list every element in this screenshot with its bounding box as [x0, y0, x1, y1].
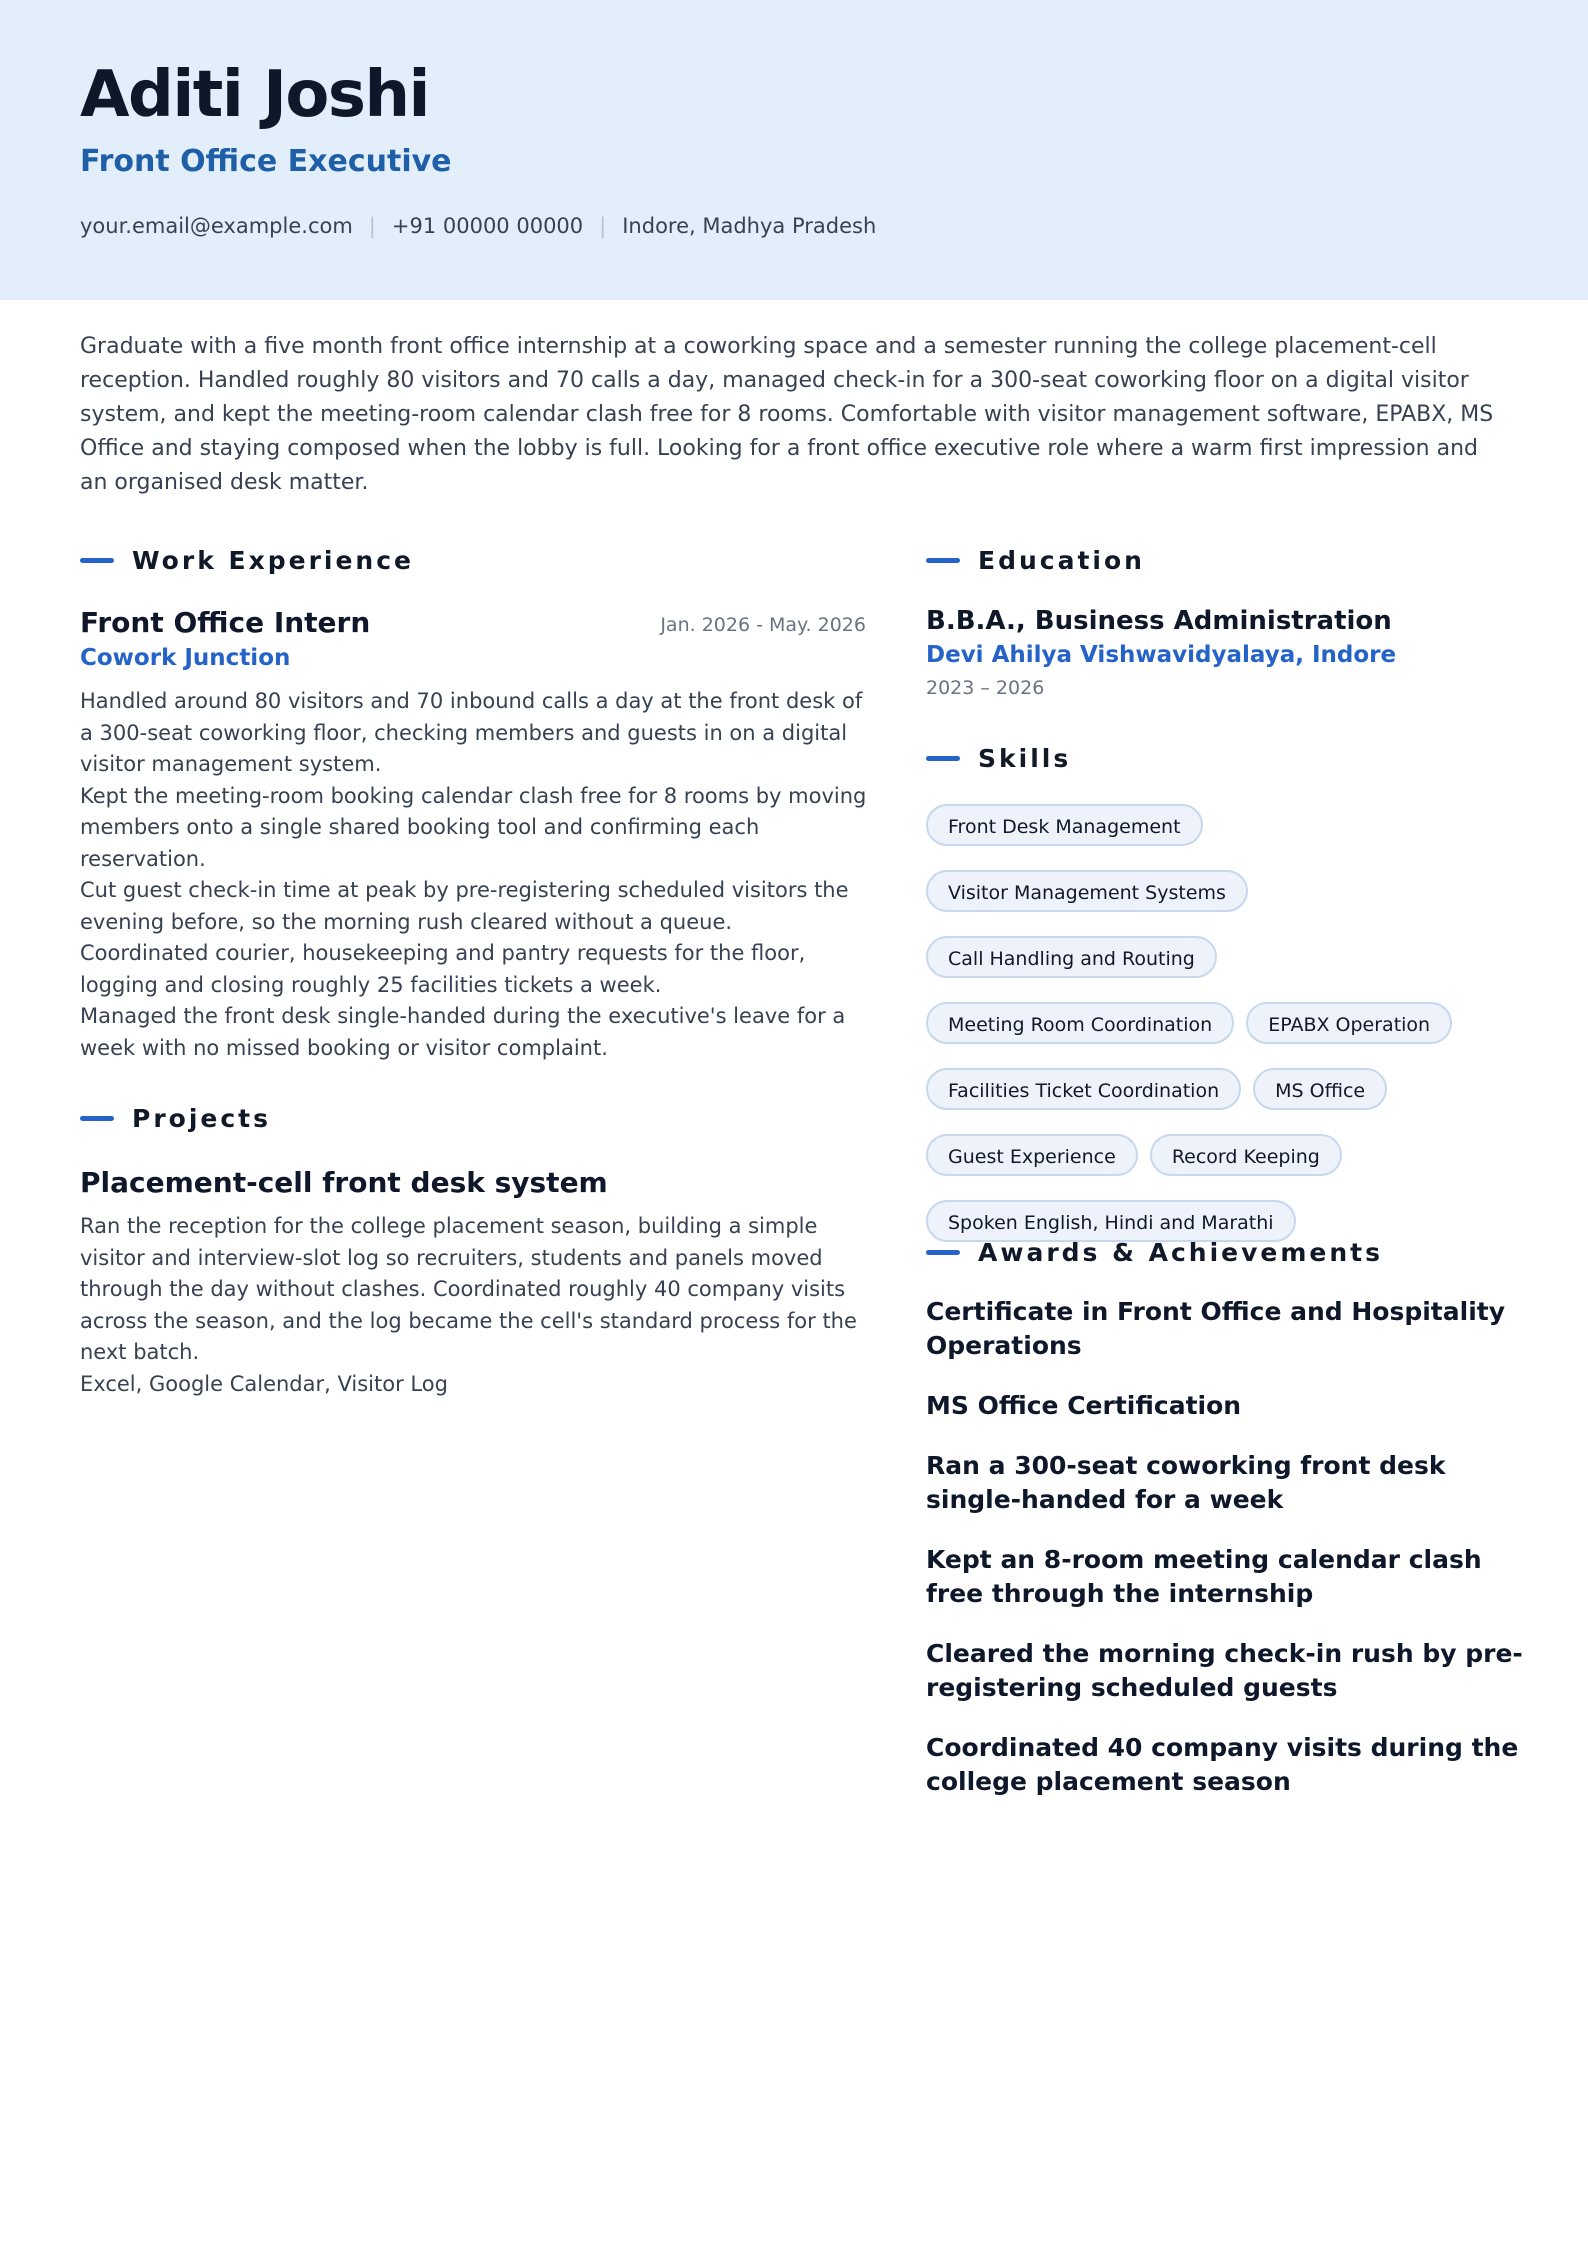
award-item: Ran a 300-seat coworking front desk single-handed for a week: [926, 1451, 1446, 1514]
award-item: Certificate in Front Office and Hospitality Operations: [926, 1297, 1506, 1360]
work-experience-heading: [80, 546, 414, 575]
section-title: Work Experience: [132, 546, 414, 575]
skill-chip: Meeting Room Coordination: [926, 1002, 1234, 1044]
skills-heading: [926, 744, 1071, 773]
job-dates: Jan. 2026 - May. 2026: [660, 614, 866, 636]
section-title: Skills: [978, 744, 1072, 773]
award-item: Kept an 8-room meeting calendar clash free through the internship: [926, 1545, 1482, 1608]
job-bullet: Cut guest check-in time at peak by pre-registering scheduled visitors the evening before, so the morning rush cleared without a queue.: [80, 878, 849, 934]
job-role: Front Office Executive: [80, 144, 452, 179]
project-description: Ran the reception for the college placement season, building a simple visitor and interview-slot log so recruiters, students and panels moved through the day without clashes. Coordinated roughly 40 company visits across the season, and the log became the cell's standard process for the next batch.: [80, 1214, 857, 1364]
awards-heading: [926, 1238, 1383, 1267]
section-title: Projects: [132, 1104, 272, 1133]
section-accent-bar: [926, 1250, 960, 1255]
award-item: Coordinated 40 company visits during the college placement season: [926, 1733, 1519, 1796]
job-bullets: [80, 686, 880, 1064]
job-bullet: Handled around 80 visitors and 70 inbound calls a day at the front desk of a 300-seat coworking floor, checking members and guests in on a digital visitor management system.: [80, 689, 863, 776]
job-bullet: Managed the front desk single-handed during the executive's leave for a week with no missed booking or visitor complaint.: [80, 1004, 846, 1060]
skill-chip: Guest Experience: [926, 1134, 1138, 1176]
summary-paragraph: Graduate with a five month front office internship at a coworking space and a semester running the college placement-cell reception. Handled roughly 80 visitors and 70 calls a day, managed check-in for a 300-seat coworking floor on a digital visitor system, and kept the meeting-room calendar clash free for 8 rooms. Comfortable with visitor management software, EPABX, MS Office and staying composed when the lobby is full. Looking for a front office executive role where a warm first impression and an organised desk matter.: [80, 334, 1494, 495]
award-item: Cleared the morning check-in rush by pre-registering scheduled guests: [926, 1639, 1523, 1702]
resume-header: [0, 0, 1588, 300]
job-bullet: Coordinated courier, housekeeping and pantry requests for the floor, logging and closing roughly 25 facilities tickets a week.: [80, 941, 806, 997]
skill-chip: Facilities Ticket Coordination: [926, 1068, 1241, 1110]
project-body: [80, 1211, 880, 1400]
location-text: Indore, Madhya Pradesh: [622, 214, 877, 238]
job-bullet: Kept the meeting-room booking calendar clash free for 8 rooms by moving members onto a single shared booking tool and confirming each reservation.: [80, 783, 867, 871]
section-accent-bar: [926, 558, 960, 563]
skill-chip: Record Keeping: [1150, 1134, 1342, 1176]
education-degree: B.B.A., Business Administration: [926, 606, 1392, 636]
skill-chip: Spoken English, Hindi and Marathi: [926, 1200, 1296, 1242]
job-company: Cowork Junction: [80, 645, 291, 671]
skill-chip: MS Office: [1253, 1068, 1387, 1110]
education-years: 2023 – 2026: [926, 677, 1045, 699]
contact-line: [80, 214, 876, 238]
section-title: Awards & Achievements: [978, 1238, 1384, 1267]
section-accent-bar: [80, 558, 114, 563]
skill-chip: Call Handling and Routing: [926, 936, 1217, 978]
skill-chip: Visitor Management Systems: [926, 870, 1248, 912]
contact-separator: |: [368, 214, 376, 238]
project-tools: Excel, Google Calendar, Visitor Log: [80, 1371, 448, 1396]
candidate-name: Aditi Joshi: [80, 58, 429, 132]
skills-list: [926, 804, 1526, 1242]
section-accent-bar: [926, 756, 960, 761]
contact-separator: |: [599, 214, 607, 238]
phone-text: +91 00000 00000: [391, 214, 584, 238]
skill-chip: Front Desk Management: [926, 804, 1203, 846]
award-item: MS Office Certification: [926, 1391, 1242, 1420]
skill-chip: EPABX Operation: [1246, 1002, 1452, 1044]
email-text: your.email@example.com: [80, 214, 353, 238]
education-school: Devi Ahilya Vishwavidyalaya, Indore: [926, 642, 1397, 668]
section-accent-bar: [80, 1116, 114, 1121]
education-heading: [926, 546, 1145, 575]
job-title: Front Office Intern: [80, 606, 371, 639]
project-title: Placement-cell front desk system: [80, 1166, 608, 1199]
projects-heading: [80, 1104, 271, 1133]
section-title: Education: [978, 546, 1145, 575]
awards-list: [926, 1295, 1526, 1825]
